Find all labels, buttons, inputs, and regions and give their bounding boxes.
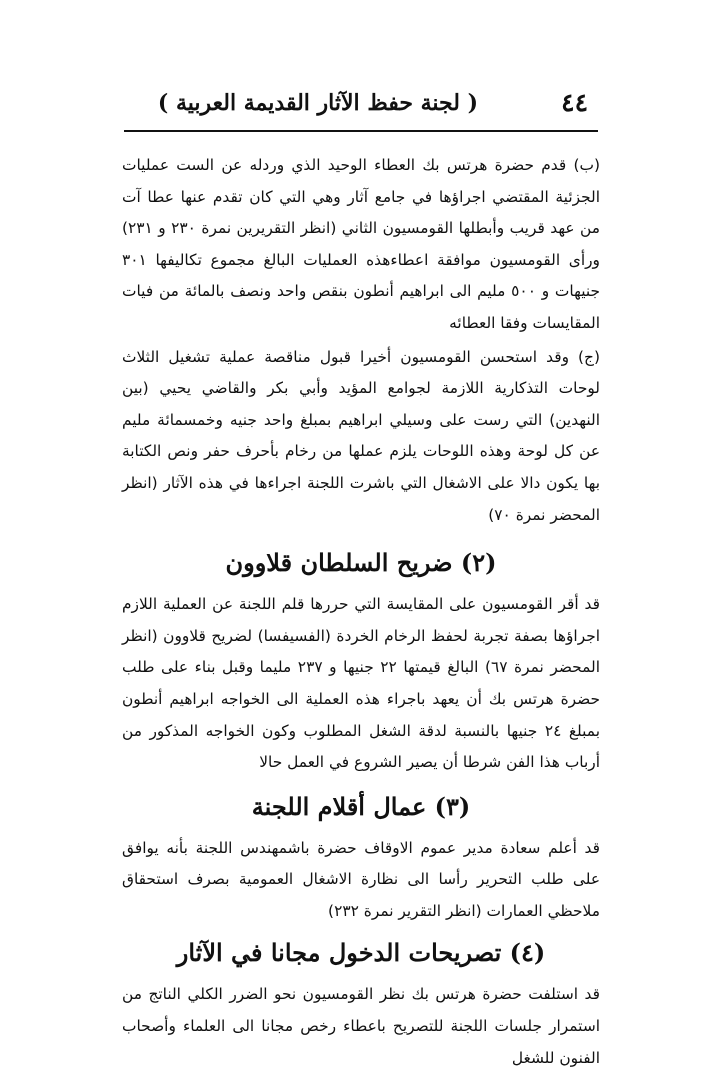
section-heading-4: (٤) تصريحات الدخول مجانا في الآثار: [176, 938, 546, 968]
running-title: ( لجنة حفظ الآثار القديمة العربية ): [157, 90, 478, 116]
paragraph-b: (ب) قدم حضرة هرتس بك العطاء الوحيد الذي وردله عن الست عمليات الجزئية المقتضي اجراؤها في جامع آثار وهي التي كان تقدم عنها عطا آت من عهد قريب وأبطلها القومسيون الثاني (انظر التقريرين نمرة ٢٣٠ و ٢٣١) ورأى القومسيون موافقة اعطاءهذه العمليات البالغ مجموع تكاليفها ٣٠١ جنيهات و ٥٠٠ مليم الى ابراهيم أنطون بنقص واحد ونصف بالمائة من فيات المقايسات وفقا العطائه: [122, 156, 600, 332]
section-3-text: قد أعلم سعادة مدير عموم الاوقاف حضرة باشمهندس اللجنة بأنه يوافق على طلب التحرير رأسا الى نظارة الاشغال العمومية بصرف استحقاق ملاحظي العمارات (انظر التقرير نمرة ٢٣٢): [122, 838, 600, 920]
page-body: [122, 150, 600, 1074]
page-number: ٤٤: [561, 88, 588, 117]
section-heading-2: (٢) ضريح السلطان قلاوون: [225, 548, 497, 578]
section-2-text: قد أقر القومسيون على المقايسة التي حررها قلم اللجنة عن العملية اللازم اجراؤها بصفة تجربة لحفظ الرخام الخردة (الفسيفسا) لضريح قلاوون (انظر المحضر نمرة ٦٧) البالغ قيمتها ٢٢ جنيها و ٢٣٧ مليما وقبل بناء على طلب حضرة هرتس بك أن يعهد باجراء هذه العملية الى الخواجه ابراهيم أنطون بمبلغ ٢٤ جنيها بالنسبة لدقة الشغل المطلوب وكون الخواجه المذكور من أرباب هذا الفن شرطا أن يصير الشروع في العمل حالا: [122, 595, 600, 772]
page-header: [124, 78, 598, 132]
section-4-text: قد استلفت حضرة هرتس بك نظر القومسيون نحو الضرر الكلي الناتج من استمرار جلسات اللجنة للتصريح باعطاء رخص مجانا الى العلماء وأصحاب الفنون للشغل: [122, 985, 600, 1067]
header-rule: [124, 130, 598, 132]
section-heading-3: (٣) عمال أقلام اللجنة: [251, 791, 471, 821]
paragraph-j: (ج) وقد استحسن القومسيون أخيرا قبول مناقصة عملية تشغيل الثلاث لوحات التذكارية اللازمة لجوامع المؤيد وأبي بكر والقاضي يحيي (بين النهدين) التي رست على وسيلي ابراهيم بمبلغ واحد جنيه وخمسمائة مليم عن كل لوحة وهذه اللوحات يلزم عملها من رخام بأحرف حفر ونص الكتابة بها يكون دالا على الاشغال التي باشرت اللجنة اجراءها في هذه الآثار (انظر المحضر نمرة ٧٠): [122, 347, 600, 524]
